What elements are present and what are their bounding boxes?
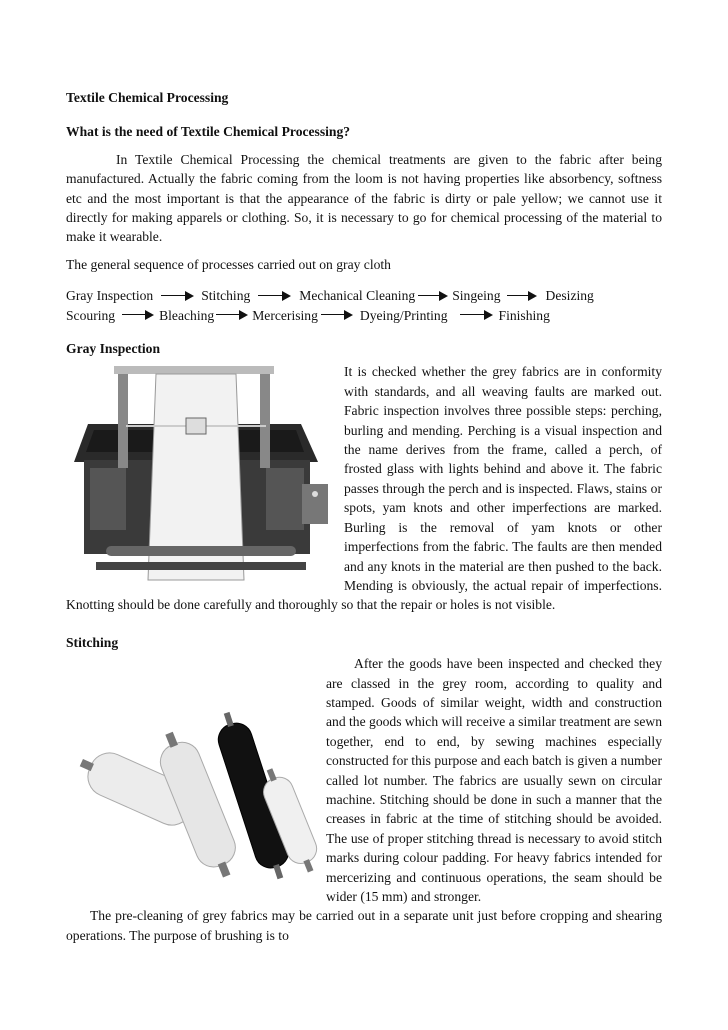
- brush-rollers-image: [66, 710, 318, 895]
- flow-arrow-icon: [161, 290, 194, 302]
- stitching-section: [66, 654, 662, 945]
- flow-step: Bleaching: [159, 307, 215, 323]
- flow-step: Mechanical Cleaning: [299, 288, 416, 304]
- flow-arrow-icon: [321, 309, 353, 321]
- flow-step: Stitching: [201, 288, 251, 304]
- flow-step: Dyeing/Printing: [359, 307, 448, 323]
- gray-inspection-heading: Gray Inspection: [66, 341, 161, 357]
- flow-arrow-icon: [258, 290, 291, 302]
- process-flow: [66, 286, 662, 325]
- stitching-intro: After the goods have been inspected and checked they are classed in the grey room, according to quality and stamped. Goods of similar weight, width and construction and the goods which will receive a similar treatment are sewn together, end to end, by sewing machines especially constructed for this purpose and each batch is given a number called lot number. The fabrics are usually sewn on circular machine. Stitching should be done in such a manner that the creases in fabric at the time of stitching should be avoided. The use of proper stitching thread is necessary to avoid stitch marks during colour padding. For heavy fabrics intended for mercerizing and continuous operations, the seam should be wider (15 mm) and stronger.: [326, 656, 662, 904]
- stitching-para-2: The pre-cleaning of grey fabrics may be carried out in a separate unit just before cropping and shearing operations. The purpose of brushing is to: [66, 908, 662, 943]
- gray-inspection-body: It is checked whether the grey fabrics are in conformity with standards, and all weaving faults are marked out. Fabric inspection involves three possible steps: perching, burling and mending. Perching is a visual inspection and the name derives from the frame, called a perch, of frosted glass with lights behind and above it. The fabric passes through the perch and is inspected. Flaws, stains or spots, yam knots and other imperfections are marked. Burling is the removal of yam knots or other imperfections from the fabric. The faults are then mended and any knots in the material are then pushed to the back. Mending is obviously, the actual repair of imperfections. Knotting should be done carefully and thoroughly so that the repair or holes is not visible.: [66, 364, 662, 613]
- flow-step: Gray Inspection: [66, 288, 154, 304]
- flow-arrow-icon: [122, 309, 154, 321]
- sequence-lead: The general sequence of processes carried out on gray cloth: [66, 256, 391, 272]
- gray-inspection-section: [66, 362, 662, 614]
- flow-arrow-icon: [507, 290, 537, 302]
- flow-arrow-icon: [418, 290, 448, 302]
- section-question: What is the need of Textile Chemical Processing?: [66, 124, 351, 140]
- intro-paragraph: In Textile Chemical Processing the chemical treatments are given to the fabric after being manufactured. Actually the fabric coming from the loom is not having properties like absorbency, softness etc and the most important is that the appearance of the fabric is dirty or pale yellow; we cannot use it directly for making apparels or clothing. So, it is necessary to go for chemical processing of the material to make it wearable.: [66, 151, 662, 245]
- stitching-heading: Stitching: [66, 634, 119, 650]
- flow-arrow-icon: [460, 309, 493, 321]
- flow-row-1: [66, 286, 662, 305]
- inspection-machine-image: [66, 364, 336, 582]
- flow-row-2: [66, 306, 662, 325]
- flow-step: Finishing: [498, 307, 550, 323]
- flow-step: Singeing: [452, 288, 501, 304]
- document-page: [66, 88, 662, 945]
- document-title: Textile Chemical Processing: [66, 90, 229, 105]
- flow-arrow-icon: [216, 309, 248, 321]
- flow-step: Mercerising: [252, 307, 318, 323]
- flow-step: Desizing: [545, 288, 594, 304]
- flow-step: Scouring: [66, 307, 116, 323]
